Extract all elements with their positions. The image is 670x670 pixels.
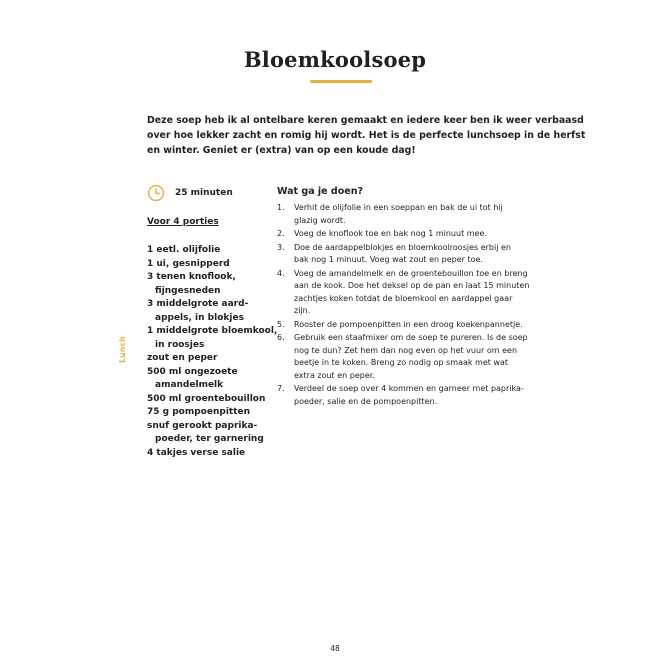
ingredient-line: 1 eetl. olijfolie bbox=[147, 245, 221, 255]
step-line: Gebruik een staafmixer om de soep te pureren. Is de soep bbox=[294, 333, 528, 342]
ingredient-item bbox=[147, 420, 277, 447]
step-line: zachtjes koken totdat de bloemkool en aardappel gaar bbox=[294, 293, 513, 303]
step-item bbox=[277, 242, 547, 267]
ingredient-line: 500 ml ongezoete bbox=[147, 366, 238, 377]
ingredient-line: appels, in blokjes bbox=[155, 312, 244, 323]
title-underline bbox=[310, 80, 372, 83]
recipe-title: Bloemkoolsoep bbox=[243, 47, 427, 72]
intro-line: en winter. Geniet er (extra) van op een koude dag! bbox=[147, 145, 416, 156]
ingredient-line: 4 takjes verse salie bbox=[147, 447, 246, 458]
ingredient-list bbox=[147, 244, 277, 460]
ingredient-item bbox=[147, 352, 277, 366]
step-line: Voeg de amandelmelk en de groentebouillon toe en breng bbox=[294, 268, 528, 278]
ingredient-line: zout en peper bbox=[147, 353, 218, 363]
ingredient-line: fijngesneden bbox=[155, 285, 221, 296]
step-item bbox=[277, 268, 547, 318]
step-number: 2. bbox=[277, 229, 285, 238]
step-line: beetje in te koken. Breng zo nodig op smaak met wat bbox=[294, 358, 509, 367]
ingredient-line: 75 g pompoenpitten bbox=[147, 407, 251, 417]
ingredient-item bbox=[147, 298, 277, 325]
recipe-intro bbox=[147, 113, 586, 158]
ingredient-item bbox=[147, 258, 277, 272]
step-list bbox=[277, 202, 547, 409]
ingredient-item bbox=[147, 271, 277, 298]
ingredient-line: in roosjes bbox=[155, 339, 205, 350]
step-line: zijn. bbox=[294, 306, 311, 315]
step-line: Doe de aardappelblokjes en bloemkoolroosjes erbij en bbox=[294, 242, 511, 252]
step-number: 5. bbox=[277, 319, 285, 329]
page-number: 48 bbox=[330, 644, 340, 653]
step-line: bak nog 1 minuut. Voeg wat zout en peper toe. bbox=[294, 255, 483, 264]
step-number: 1. bbox=[277, 203, 285, 212]
step-number: 4. bbox=[277, 268, 285, 278]
ingredient-line: 500 ml groentebouillon bbox=[147, 393, 266, 404]
prep-time-label: 25 minuten bbox=[175, 188, 233, 198]
ingredient-item bbox=[147, 366, 277, 393]
ingredient-line: 3 tenen knoflook, bbox=[147, 272, 236, 282]
ingredient-item bbox=[147, 447, 277, 461]
step-line: extra zout en peper. bbox=[294, 370, 375, 380]
step-item bbox=[277, 383, 547, 408]
step-line: Voeg de knoflook toe en bak nog 1 minuut mee. bbox=[294, 229, 487, 238]
ingredient-item bbox=[147, 325, 277, 352]
step-item bbox=[277, 228, 547, 241]
ingredient-item bbox=[147, 244, 277, 258]
ingredient-line: 1 ui, gesnipperd bbox=[147, 258, 230, 269]
steps-heading: Wat ga je doen? bbox=[277, 186, 363, 197]
step-number: 6. bbox=[277, 333, 285, 342]
step-line: glazig wordt. bbox=[294, 215, 346, 225]
ingredient-item bbox=[147, 393, 277, 407]
section-tab-label: Lunch bbox=[117, 336, 127, 363]
step-number: 7. bbox=[277, 384, 285, 393]
step-line: Verdeel de soep over 4 kommen en garneer met paprika- bbox=[294, 384, 524, 393]
step-item bbox=[277, 319, 547, 332]
ingredient-line: 1 middelgrote bloemkool, bbox=[147, 326, 278, 336]
step-line: poeder, salie en de pompoenpitten. bbox=[294, 396, 438, 406]
step-item bbox=[277, 202, 547, 227]
step-line: nog te dun? Zet hem dan nog even op het vuur om een bbox=[294, 345, 518, 355]
step-line: Rooster de pompoenpitten in een droog koekenpannetje. bbox=[294, 319, 523, 329]
prep-time bbox=[147, 184, 233, 202]
intro-line: Deze soep heb ik al ontelbare keren gemaakt en iedere keer ben ik weer verbaasd bbox=[147, 115, 584, 126]
step-item bbox=[277, 332, 547, 382]
step-number: 3. bbox=[277, 242, 285, 252]
portions-label: Voor 4 porties bbox=[147, 217, 219, 227]
clock-icon bbox=[147, 184, 165, 202]
ingredient-line: poeder, ter garnering bbox=[155, 434, 264, 444]
ingredient-line: amandelmelk bbox=[155, 380, 224, 390]
step-line: Verhit de olijfolie in een soeppan en bak de ui tot hij bbox=[294, 203, 503, 212]
ingredient-line: snuf gerookt paprika- bbox=[147, 420, 258, 431]
ingredient-item bbox=[147, 406, 277, 420]
intro-line: over hoe lekker zacht en romig hij wordt. Het is de perfecte lunchsoep in de herfst bbox=[147, 130, 586, 141]
step-line: aan de kook. Doe het deksel op de pan en laat 15 minuten bbox=[294, 281, 530, 290]
ingredient-line: 3 middelgrote aard- bbox=[147, 299, 249, 309]
